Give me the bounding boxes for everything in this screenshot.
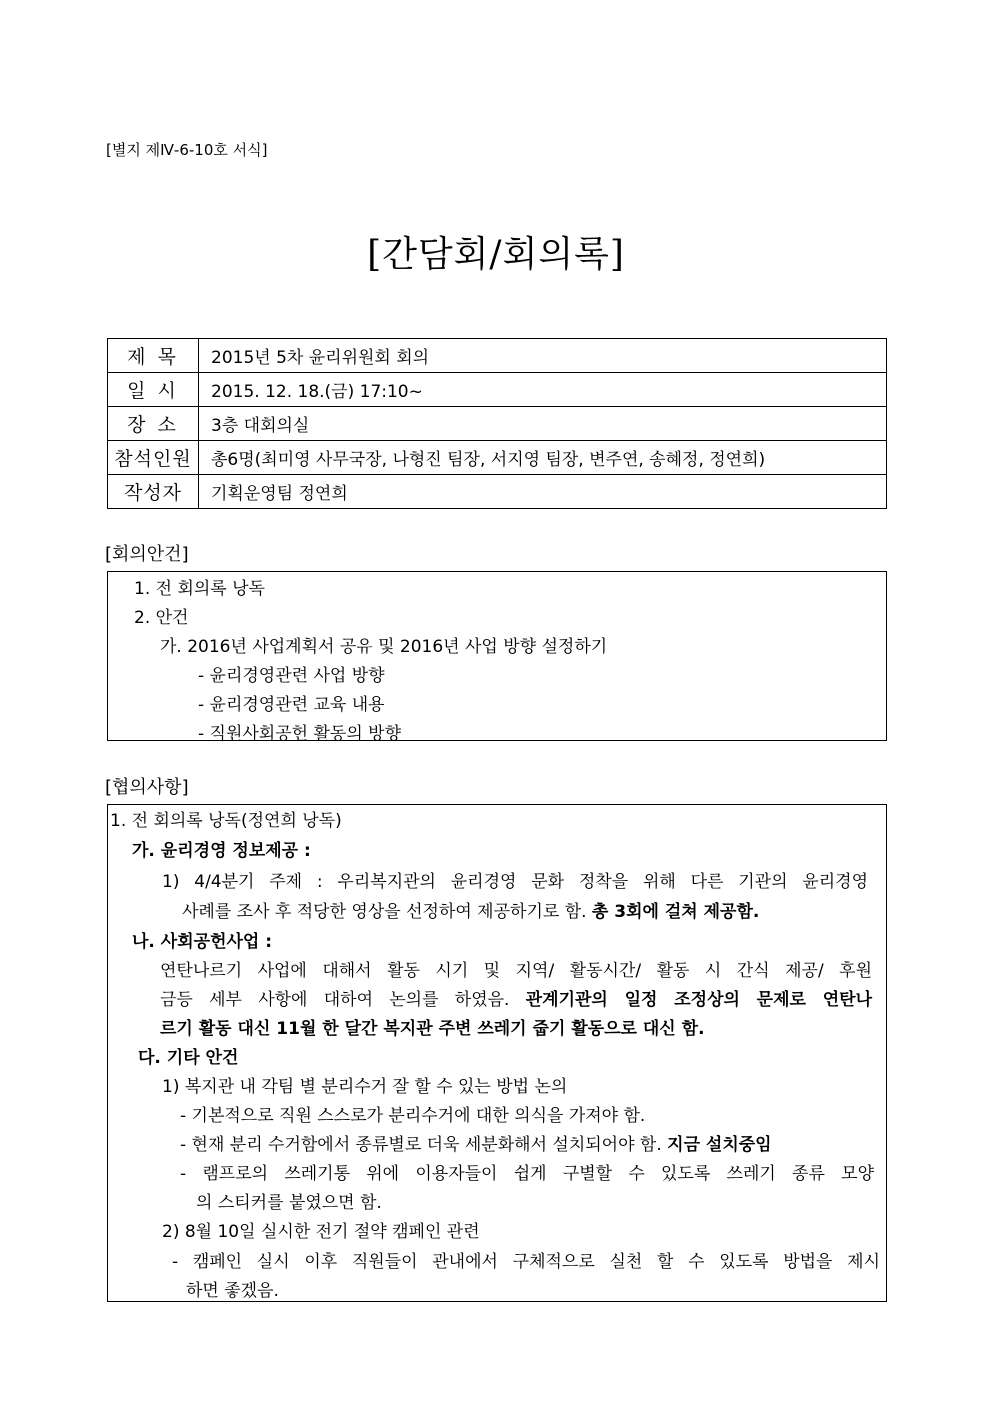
info-row-datetime bbox=[108, 373, 887, 407]
discussion-line bbox=[160, 985, 872, 1010]
discussion-text: 금등 세부 사항에 대하여 논의를 하였음. bbox=[160, 990, 510, 1010]
discussion-emphasis: 관계기관의 일정 조정상의 문제로 연탄나 bbox=[525, 990, 872, 1010]
attendees-label: 참석인원 bbox=[108, 441, 199, 475]
form-number: [별지 제Ⅳ-6-10호 서식] bbox=[106, 141, 268, 159]
discussion-emphasis: 르기 활동 대신 11월 한 달간 복지관 주변 쓰레기 줍기 활동으로 대신 함. bbox=[160, 1019, 705, 1039]
discussion-heading: [협의사항] bbox=[105, 777, 189, 798]
agenda-line: - 직원사회공헌 활동의 방향 bbox=[198, 724, 401, 744]
discussion-emphasis: 지금 설치중임 bbox=[667, 1135, 772, 1155]
document-title: [간담회/회의록] bbox=[367, 234, 625, 275]
author-label: 작성자 bbox=[108, 475, 199, 509]
agenda-box bbox=[107, 571, 887, 744]
discussion-box bbox=[107, 804, 887, 1302]
place-label: 장 소 bbox=[108, 407, 199, 441]
datetime-value: 2015. 12. 18.(금) 17:10~ bbox=[199, 373, 887, 407]
info-row-author bbox=[108, 475, 887, 509]
discussion-line: 2) 8월 10일 실시한 전기 절약 캠페인 관련 bbox=[162, 1222, 480, 1242]
discussion-line: - 램프로의 쓰레기통 위에 이용자들이 쉽게 구별할 수 있도록 쓰레기 종류 모양 bbox=[180, 1164, 874, 1184]
discussion-line bbox=[180, 1130, 772, 1155]
discussion-line: - 캠페인 실시 이후 직원들이 관내에서 구체적으로 실천 할 수 있도록 방법을 제시 bbox=[172, 1252, 880, 1272]
discussion-line: 의 스티커를 붙였으면 함. bbox=[196, 1193, 382, 1213]
discussion-line: 1. 전 회의록 낭독(정연희 낭독) bbox=[110, 811, 342, 831]
agenda-line: 2. 안건 bbox=[134, 608, 189, 628]
agenda-line: - 윤리경영관련 교육 내용 bbox=[198, 695, 385, 715]
discussion-emphasis: 총 3회에 걸쳐 제공함. bbox=[591, 902, 760, 922]
discussion-line: 1) 4/4분기 주제 : 우리복지관의 윤리경영 문화 정착을 위해 다른 기관의 윤리경영 bbox=[162, 872, 868, 892]
info-row-subject bbox=[108, 339, 887, 373]
discussion-line: 연탄나르기 사업에 대해서 활동 시기 및 지역/ 활동시간/ 활동 시 간식 제공/ 후원 bbox=[160, 961, 872, 981]
agenda-line: 가. 2016년 사업계획서 공유 및 2016년 사업 방향 설정하기 bbox=[160, 637, 608, 657]
discussion-line: - 기본적으로 직원 스스로가 분리수거에 대한 의식을 가져야 함. bbox=[180, 1106, 646, 1126]
place-value: 3층 대회의실 bbox=[199, 407, 887, 441]
discussion-line: 하면 좋겠음. bbox=[186, 1281, 279, 1301]
discussion-subheading: 나. 사회공헌사업 : bbox=[132, 932, 273, 952]
subject-label: 제 목 bbox=[108, 339, 199, 373]
meeting-info-table bbox=[107, 338, 887, 509]
discussion-line bbox=[182, 897, 759, 922]
agenda-line: - 윤리경영관련 사업 방향 bbox=[198, 666, 385, 686]
discussion-text: 사례를 조사 후 적당한 영상을 선정하여 제공하기로 함. bbox=[182, 902, 587, 922]
discussion-subheading: 가. 윤리경영 정보제공 : bbox=[132, 841, 311, 861]
author-value: 기획운영팀 정연희 bbox=[199, 475, 887, 509]
attendees-value: 총6명(최미영 사무국장, 나형진 팀장, 서지영 팀장, 변주연, 송혜정, 정연희) bbox=[199, 441, 887, 475]
info-row-attendees bbox=[108, 441, 887, 475]
discussion-text: - 현재 분리 수거함에서 종류별로 더욱 세분화해서 설치되어야 함. bbox=[180, 1135, 662, 1155]
agenda-heading: [회의안건] bbox=[105, 544, 189, 565]
discussion-subheading: 다. 기타 안건 bbox=[138, 1048, 239, 1068]
info-row-place bbox=[108, 407, 887, 441]
discussion-line: 1) 복지관 내 각팀 별 분리수거 잘 할 수 있는 방법 논의 bbox=[162, 1077, 568, 1097]
subject-value: 2015년 5차 윤리위원회 회의 bbox=[199, 339, 887, 373]
datetime-label: 일 시 bbox=[108, 373, 199, 407]
agenda-line: 1. 전 회의록 낭독 bbox=[134, 579, 265, 599]
